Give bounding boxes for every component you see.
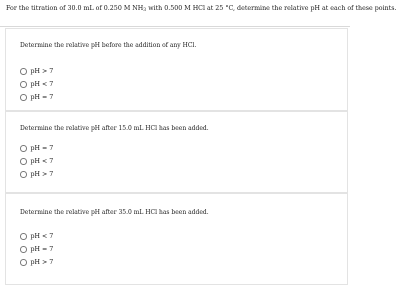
question-panel-2 bbox=[5, 111, 348, 193]
option-q2-2[interactable] bbox=[20, 157, 53, 166]
option-q1-1[interactable] bbox=[20, 67, 53, 76]
question-prompt-2: Determine the relative pH after 15.0 mL HCl has been added. bbox=[20, 125, 209, 132]
header-text-rest: with 0.500 M HCl at 25 °C, determine the relative pH at each of these points. bbox=[146, 5, 396, 12]
option-label: pH > 7 bbox=[30, 259, 54, 266]
header-subscript: 3 bbox=[143, 8, 147, 13]
radio-button-icon[interactable] bbox=[20, 68, 27, 75]
radio-button-icon[interactable] bbox=[20, 171, 27, 178]
radio-button-icon[interactable] bbox=[20, 233, 27, 240]
radio-button-icon[interactable] bbox=[20, 81, 27, 88]
radio-button-icon[interactable] bbox=[20, 259, 27, 266]
option-q3-3[interactable] bbox=[20, 258, 53, 267]
option-q3-2[interactable] bbox=[20, 245, 53, 254]
question-panel-3 bbox=[5, 193, 348, 285]
radio-button-icon[interactable] bbox=[20, 145, 27, 152]
option-q2-3[interactable] bbox=[20, 170, 53, 179]
radio-button-icon[interactable] bbox=[20, 94, 27, 101]
option-label: pH < 7 bbox=[30, 81, 54, 88]
question-header bbox=[0, 0, 396, 27]
option-q2-1[interactable] bbox=[20, 144, 53, 153]
option-q1-3[interactable] bbox=[20, 93, 53, 102]
option-label: pH = 7 bbox=[30, 246, 54, 253]
option-label: pH = 7 bbox=[30, 94, 54, 101]
option-label: pH > 7 bbox=[30, 68, 54, 75]
question-prompt-3: Determine the relative pH after 35.0 mL HCl has been added. bbox=[20, 209, 209, 216]
radio-button-icon[interactable] bbox=[20, 158, 27, 165]
option-label: pH < 7 bbox=[30, 233, 54, 240]
option-q1-2[interactable] bbox=[20, 80, 53, 89]
question-panel-1 bbox=[5, 28, 348, 111]
option-label: pH > 7 bbox=[30, 171, 54, 178]
option-q3-1[interactable] bbox=[20, 232, 53, 241]
header-text: For the titration of 30.0 mL of 0.250 M NH bbox=[6, 5, 144, 12]
question-prompt-1: Determine the relative pH before the addition of any HCl. bbox=[20, 42, 197, 49]
option-label: pH = 7 bbox=[30, 145, 54, 152]
radio-button-icon[interactable] bbox=[20, 246, 27, 253]
option-label: pH < 7 bbox=[30, 158, 54, 165]
